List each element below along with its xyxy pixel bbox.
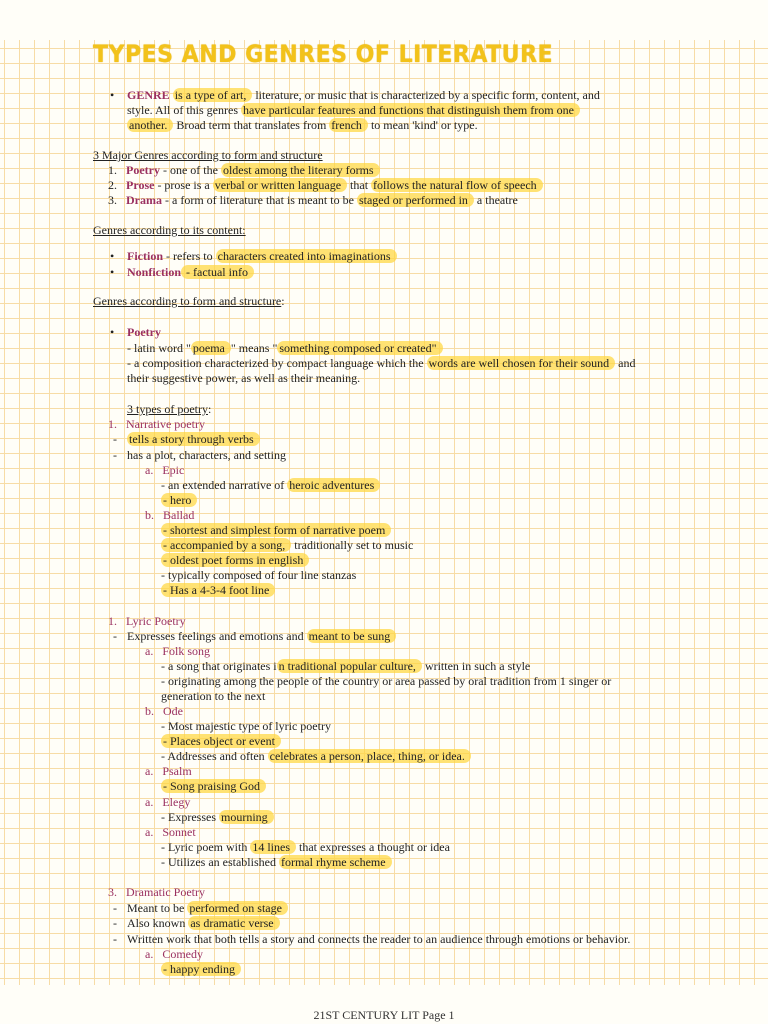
narrative-poetry-heading: 1. Narrative poetry [108, 417, 205, 431]
ode-detail-2: - Places object or event [161, 734, 281, 749]
genre-definition-line-2: style. All of this genres have particular features and functions that distinguish them from one [127, 103, 580, 118]
dramatic-poetry-heading: 3. Dramatic Poetry [108, 885, 205, 899]
comedy-detail-1: - happy ending [161, 962, 241, 977]
sonnet-detail-1: - Lyric poem with 14 lines that expresses a thought or idea [161, 840, 450, 854]
sonnet-heading: a. Sonnet [145, 825, 196, 839]
ballad-detail-2: - accompanied by a song, traditionally set to music [163, 538, 414, 552]
ballad-detail-3: - oldest poet forms in english [161, 553, 309, 568]
dramatic-detail-2: Also known as dramatic verse [127, 916, 280, 931]
bullet-icon: • [110, 325, 115, 339]
ballad-detail-4: - typically composed of four line stanzas [161, 568, 357, 582]
major-genre-poetry: 1. Poetry - one of the oldest among the literary forms [108, 163, 380, 178]
folk-detail-2: - originating among the people of the country or area passed by oral tradition from 1 singer or [161, 674, 612, 688]
poetry-types-heading: 3 types of poetry: [127, 402, 212, 416]
ode-detail-1: - Most majestic type of lyric poetry [161, 719, 331, 733]
epic-detail-1: - an extended narrative of heroic adventures [161, 478, 380, 493]
major-genres-heading: 3 Major Genres according to form and structure [93, 148, 323, 162]
sonnet-detail-2: - Utilizes an established formal rhyme scheme [161, 855, 392, 870]
poetry-etymology: - latin word " poema " means " something composed or created" [127, 341, 443, 356]
epic-heading: a. Epic [145, 463, 185, 477]
poetry-definition-line-2: their suggestive power, as well as their meaning. [127, 371, 361, 385]
dramatic-detail-1: Meant to be performed on stage [127, 901, 288, 916]
ode-heading: b. Ode [145, 704, 183, 718]
psalm-heading: a. Psalm [145, 764, 192, 778]
dash-icon: - [113, 916, 117, 930]
genre-definition-line-1: GENRE is a type of art, literature, or music that is characterized by a specific form, content, and [127, 88, 600, 102]
dash-icon: - [113, 932, 117, 946]
dash-icon: - [113, 629, 117, 643]
page-footer: 21ST CENTURY LIT Page 1 [313, 1008, 455, 1022]
ballad-heading: b. Ballad [145, 508, 195, 522]
bullet-icon: • [110, 265, 115, 279]
dash-icon: - [113, 432, 117, 446]
lyric-poetry-heading: 1. Lyric Poetry [108, 614, 186, 628]
psalm-detail-1: - Song praising God [161, 779, 266, 794]
dash-icon: - [113, 448, 117, 462]
form-genres-heading: Genres according to form and structure: [93, 294, 285, 308]
poetry-term: Poetry [127, 325, 161, 339]
dramatic-detail-3: Written work that both tells a story and connects the reader to an audience through emotions or behavior. [127, 932, 631, 946]
narrative-detail-2: has a plot, characters, and setting [127, 448, 286, 462]
major-genre-prose: 2. Prose - prose is a verbal or written language that follows the natural flow of speech [108, 178, 543, 193]
genre-definition-line-3: another. Broad term that translates from french to mean 'kind' or type. [129, 118, 478, 132]
elegy-detail-1: - Expresses mourning [161, 810, 274, 825]
comedy-heading: a. Comedy [145, 947, 203, 961]
bullet-icon: • [110, 88, 115, 102]
page-title: TYPES AND GENRES OF LITERATURE [93, 40, 554, 68]
folk-detail-3: generation to the next [161, 689, 266, 703]
folk-detail-1: - a song that originates i n traditional popular culture, written in such a style [161, 659, 531, 673]
narrative-detail-1: tells a story through verbs [127, 432, 260, 447]
epic-detail-2: - hero [161, 493, 197, 508]
folk-song-heading: a. Folk song [145, 644, 211, 658]
major-genre-drama: 3. Drama - a form of literature that is meant to be staged or performed in a theatre [108, 193, 518, 207]
ballad-detail-5: - Has a 4-3-4 foot line [161, 583, 275, 598]
ode-detail-3: - Addresses and often celebrates a person, place, thing, or idea. [161, 749, 471, 764]
content-genres-heading: Genres according to its content: [93, 223, 246, 237]
nonfiction-item: Nonfiction - factual info [127, 265, 254, 280]
elegy-heading: a. Elegy [145, 795, 191, 809]
fiction-item: Fiction - refers to characters created into imaginations [127, 249, 397, 264]
dash-icon: - [113, 901, 117, 915]
lyric-detail-1: Expresses feelings and emotions and meant to be sung [127, 629, 396, 644]
bullet-icon: • [110, 249, 115, 263]
ballad-detail-1: - shortest and simplest form of narrative poem [161, 523, 391, 538]
poetry-definition-line-1: - a composition characterized by compact language which the words are well chosen for their sound and [127, 356, 636, 370]
